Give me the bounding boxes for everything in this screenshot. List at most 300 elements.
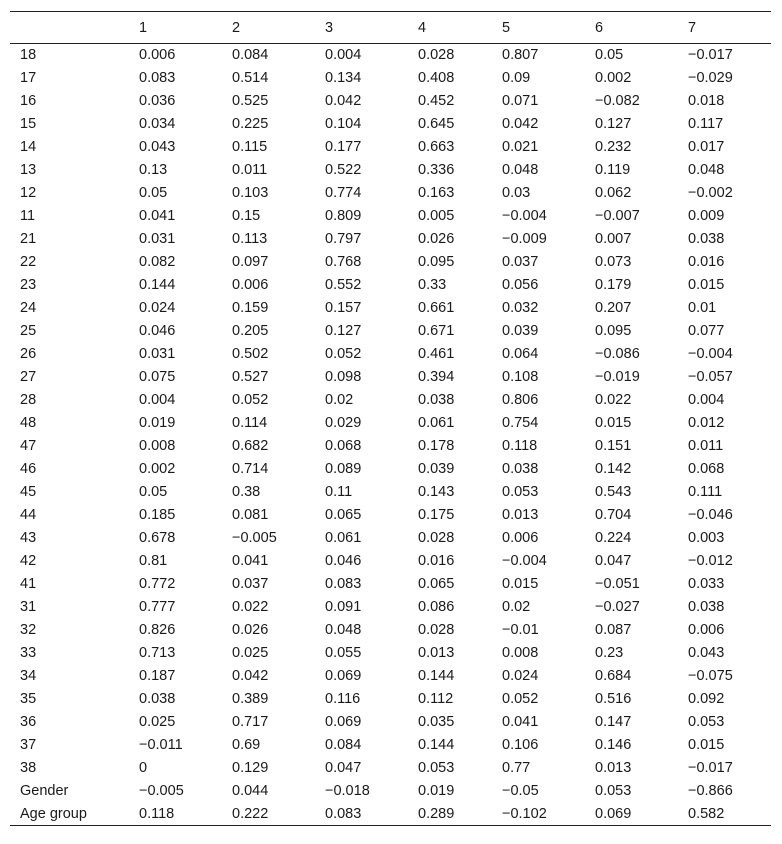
loading-value-cell: 0.022 [232,599,269,615]
loading-value-cell: 0.682 [232,438,269,454]
row-label-cell: 16 [20,93,37,109]
loading-value-cell: 0.661 [418,300,455,316]
loading-value-cell: 0.044 [232,783,269,799]
loading-value-cell: 0.114 [232,415,268,431]
loading-value-cell: 0.502 [232,346,269,362]
loading-value-cell: −0.004 [688,346,733,362]
loading-value-cell: 0.013 [595,760,632,776]
loading-value-cell: 0.207 [595,300,632,316]
loading-value-cell: 0.552 [325,277,362,293]
loading-value-cell: 0.031 [139,346,176,362]
loading-value-cell: 0.039 [502,323,539,339]
loading-value-cell: 0.009 [688,208,725,224]
loading-value-cell: 0.113 [232,231,268,247]
loading-value-cell: 0.037 [232,576,269,592]
loading-value-cell: 0.336 [418,162,455,178]
loading-value-cell: 0.05 [139,185,168,201]
loading-value-cell: 0.092 [688,691,725,707]
loading-value-cell: 0.016 [418,553,455,569]
row-label-cell: 47 [20,438,37,454]
loading-value-cell: −0.051 [595,576,640,592]
loading-value-cell: −0.007 [595,208,640,224]
loading-value-cell: 0.127 [595,116,632,132]
loading-value-cell: 0.053 [418,760,455,776]
header-cell-factor-6: 6 [595,19,604,36]
loading-value-cell: 0.033 [688,576,725,592]
loading-value-cell: 0.127 [325,323,362,339]
loading-value-cell: 0.03 [502,185,531,201]
loading-value-cell: 0.11 [325,484,353,500]
row-label-cell: 46 [20,461,37,477]
loading-value-cell: 0.003 [688,530,725,546]
loading-value-cell: 0.008 [502,645,539,661]
row-label-cell: 33 [20,645,37,661]
table-row [10,343,771,366]
loading-value-cell: 0.004 [688,392,725,408]
loading-value-cell: 0.225 [232,116,269,132]
loading-value-cell: 0.146 [595,737,632,753]
table-row [10,251,771,274]
loading-value-cell: 0.036 [139,93,176,109]
loading-value-cell: 0.144 [139,277,176,293]
loading-value-cell: 0.175 [418,507,455,523]
loading-value-cell: 0.05 [139,484,168,500]
loading-value-cell: 0.073 [595,254,632,270]
loading-value-cell: 0.663 [418,139,455,155]
loading-value-cell: −0.046 [688,507,733,523]
loading-value-cell: 0.807 [502,47,539,64]
table-row [10,274,771,297]
loading-value-cell: 0.005 [418,208,455,224]
header-row [10,12,771,44]
loading-value-cell: 0.069 [595,805,632,822]
header-cell-factor-4: 4 [418,19,427,36]
row-label-cell: 26 [20,346,37,362]
loading-value-cell: 0.082 [139,254,176,270]
table-row [10,665,771,688]
row-label-cell: 21 [20,231,37,247]
table-row [10,159,771,182]
loading-value-cell: 0.041 [232,553,269,569]
table-row [10,90,771,113]
loading-value-cell: 0.02 [502,599,531,615]
loading-value-cell: 0.019 [418,783,455,799]
loading-value-cell: 0.095 [595,323,632,339]
loading-value-cell: 0.006 [232,277,269,293]
loading-value-cell: 0.038 [502,461,539,477]
loading-value-cell: −0.05 [502,783,539,799]
loading-value-cell: 0.23 [595,645,624,661]
loading-value-cell: 0.103 [232,185,269,201]
loading-value-cell: 0.015 [502,576,539,592]
loading-value-cell: 0.116 [325,691,361,707]
loading-value-cell: 0.514 [232,70,269,86]
row-label-cell: 32 [20,622,37,638]
loading-value-cell: 0.002 [139,461,176,477]
loading-value-cell: −0.075 [688,668,733,684]
row-label-cell: 42 [20,553,37,569]
loading-value-cell: 0.104 [325,116,362,132]
loading-value-cell: 0.69 [232,737,261,753]
loading-value-cell: 0.098 [325,369,362,385]
loading-value-cell: 0.043 [139,139,176,155]
header-cell-factor-1: 1 [139,19,148,36]
loading-value-cell: 0.071 [502,93,539,109]
loading-value-cell: 0.232 [595,139,632,155]
table-row [10,504,771,527]
loading-value-cell: 0.006 [139,47,176,64]
loading-value-cell: 0.678 [139,530,176,546]
loading-value-cell: 0.185 [139,507,176,523]
loading-value-cell: −0.082 [595,93,640,109]
loading-value-cell: 0.046 [325,553,362,569]
loading-value-cell: 0.163 [418,185,455,201]
loading-value-cell: 0.516 [595,691,632,707]
loading-value-cell: 0.05 [595,47,624,64]
loading-value-cell: 0.289 [418,805,455,822]
table-row [10,527,771,550]
table-row [10,573,771,596]
table-row [10,136,771,159]
loading-value-cell: −0.086 [595,346,640,362]
table-row [10,67,771,90]
row-label-cell: Gender [20,783,69,799]
loading-value-cell: −0.017 [688,760,733,776]
loading-value-cell: 0.011 [232,162,268,178]
loading-value-cell: 0.118 [502,438,538,454]
loading-value-cell: 0.097 [232,254,269,270]
table-row [10,44,771,67]
loading-value-cell: 0.01 [688,300,717,316]
loading-value-cell: 0.02 [325,392,354,408]
loading-value-cell: 0.394 [418,369,455,385]
loading-value-cell: 0.004 [325,47,362,64]
loading-value-cell: 0.039 [418,461,455,477]
loading-value-cell: 0.031 [139,231,176,247]
loading-value-cell: 0.178 [418,438,455,454]
table-row [10,366,771,389]
loading-value-cell: 0.011 [688,438,724,454]
loading-value-cell: 0.081 [232,507,269,523]
loading-value-cell: 0.021 [502,139,539,155]
table-row [10,228,771,251]
loading-value-cell: 0.018 [688,93,725,109]
loading-value-cell: −0.002 [688,185,733,201]
loading-value-cell: 0.075 [139,369,176,385]
loading-value-cell: 0.106 [502,737,539,753]
row-label-cell: 22 [20,254,37,270]
loading-value-cell: 0.187 [139,668,176,684]
table-row [10,803,771,826]
loading-value-cell: 0.115 [232,139,268,155]
loading-value-cell: 0.671 [418,323,455,339]
loading-value-cell: 0.048 [502,162,539,178]
header-cell-factor-7: 7 [688,19,697,36]
loading-value-cell: 0.025 [139,714,176,730]
loading-value-cell: 0.013 [502,507,539,523]
loading-value-cell: 0.047 [595,553,632,569]
loading-value-cell: 0.012 [688,415,725,431]
loading-value-cell: 0.522 [325,162,362,178]
row-label-cell: 24 [20,300,37,316]
loading-value-cell: −0.011 [139,737,183,753]
loading-value-cell: 0.582 [688,805,725,822]
factor-loadings-table [10,11,771,826]
loading-value-cell: 0.112 [418,691,454,707]
loading-value-cell: 0.645 [418,116,455,132]
loading-value-cell: 0.809 [325,208,362,224]
loading-value-cell: 0.095 [418,254,455,270]
loading-value-cell: 0.774 [325,185,362,201]
row-label-cell: 13 [20,162,37,178]
loading-value-cell: 0.797 [325,231,362,247]
loading-value-cell: −0.102 [502,805,547,822]
loading-value-cell: 0.026 [418,231,455,247]
loading-value-cell: 0.159 [232,300,269,316]
loading-value-cell: 0.084 [232,47,269,64]
loading-value-cell: 0.043 [688,645,725,661]
loading-value-cell: 0.028 [418,47,455,64]
loading-value-cell: 0.052 [232,392,269,408]
loading-value-cell: 0.061 [325,530,362,546]
loading-value-cell: −0.017 [688,47,733,64]
loading-value-cell: 0.017 [688,139,725,155]
loading-value-cell: 0.717 [232,714,269,730]
loading-value-cell: 0.048 [325,622,362,638]
loading-value-cell: 0.068 [325,438,362,454]
loading-value-cell: 0.055 [325,645,362,661]
loading-value-cell: 0.015 [688,277,725,293]
row-label-cell: 14 [20,139,37,155]
loading-value-cell: −0.005 [139,783,184,799]
header-cell-factor-2: 2 [232,19,241,36]
loading-value-cell: 0.038 [139,691,176,707]
loading-value-cell: 0.527 [232,369,269,385]
loading-value-cell: −0.012 [688,553,733,569]
loading-value-cell: −0.004 [502,553,547,569]
row-label-cell: 11 [20,208,36,224]
loading-value-cell: 0.81 [139,553,168,569]
table-row [10,458,771,481]
row-label-cell: 12 [20,185,37,201]
loading-value-cell: 0.038 [688,599,725,615]
loading-value-cell: −0.866 [688,783,733,799]
loading-value-cell: 0.087 [595,622,632,638]
loading-value-cell: −0.009 [502,231,547,247]
table-row [10,435,771,458]
loading-value-cell: 0.053 [502,484,539,500]
loading-value-cell: 0.007 [595,231,632,247]
loading-value-cell: 0.777 [139,599,176,615]
loading-value-cell: 0.713 [139,645,176,661]
loading-value-cell: 0.034 [139,116,176,132]
loading-value-cell: 0.053 [595,783,632,799]
loading-value-cell: −0.018 [325,783,370,799]
loading-value-cell: 0.038 [688,231,725,247]
loading-value-cell: 0.389 [232,691,269,707]
row-label-cell: 23 [20,277,37,293]
loading-value-cell: 0.083 [139,70,176,86]
loading-value-cell: 0.147 [595,714,632,730]
loading-value-cell: 0.084 [325,737,362,753]
header-cell-factor-5: 5 [502,19,511,36]
row-label-cell: Age group [20,805,87,822]
loading-value-cell: 0.041 [139,208,176,224]
loading-value-cell: 0.002 [595,70,632,86]
row-label-cell: 48 [20,415,37,431]
loading-value-cell: 0.062 [595,185,632,201]
table-row [10,619,771,642]
loading-value-cell: 0.09 [502,70,531,86]
loading-value-cell: 0.772 [139,576,176,592]
loading-value-cell: 0.134 [325,70,362,86]
table-row [10,596,771,619]
table-row [10,688,771,711]
loading-value-cell: 0.118 [139,805,175,822]
loading-value-cell: 0.543 [595,484,632,500]
loading-value-cell: 0.048 [688,162,725,178]
table-body [10,44,771,826]
table-row [10,205,771,228]
loading-value-cell: 0.33 [418,277,447,293]
loading-value-cell: 0.083 [325,576,362,592]
table-row [10,389,771,412]
loading-value-cell: 0.408 [418,70,455,86]
loading-value-cell: 0.684 [595,668,632,684]
loading-value-cell: 0.016 [688,254,725,270]
loading-value-cell: −0.029 [688,70,733,86]
header-cell-item [10,12,129,44]
row-label-cell: 28 [20,392,37,408]
loading-value-cell: 0.052 [502,691,539,707]
loading-value-cell: 0.028 [418,622,455,638]
loading-value-cell: 0.042 [502,116,539,132]
table-header [10,12,771,44]
loading-value-cell: 0.069 [325,714,362,730]
loading-value-cell: 0.13 [139,162,168,178]
loading-value-cell: 0.119 [595,162,631,178]
row-label-cell: 43 [20,530,37,546]
loading-value-cell: 0.065 [418,576,455,592]
row-label-cell: 36 [20,714,37,730]
table-row [10,113,771,136]
table-row [10,182,771,205]
loading-value-cell: 0.046 [139,323,176,339]
loading-value-cell: 0.143 [418,484,455,500]
loading-value-cell: 0.065 [325,507,362,523]
loading-value-cell: 0.069 [325,668,362,684]
loading-value-cell: 0.038 [418,392,455,408]
loading-value-cell: 0.108 [502,369,539,385]
loading-value-cell: 0.015 [688,737,725,753]
loading-value-cell: 0.026 [232,622,269,638]
loading-value-cell: 0.025 [232,645,269,661]
loading-value-cell: 0.714 [232,461,269,477]
loading-value-cell: 0.142 [595,461,632,477]
table-row [10,412,771,435]
loading-value-cell: 0.064 [502,346,539,362]
loading-value-cell: −0.057 [688,369,733,385]
loading-value-cell: 0.047 [325,760,362,776]
table-row [10,297,771,320]
loading-value-cell: −0.01 [502,622,539,638]
table-row [10,780,771,803]
loading-value-cell: 0.083 [325,805,362,822]
row-label-cell: 17 [20,70,37,86]
table-row [10,711,771,734]
loading-value-cell: 0.222 [232,805,269,822]
loading-value-cell: 0.089 [325,461,362,477]
loading-value-cell: 0.525 [232,93,269,109]
loading-value-cell: 0.053 [688,714,725,730]
loading-value-cell: 0.037 [502,254,539,270]
row-label-cell: 37 [20,737,37,753]
loading-value-cell: −0.027 [595,599,640,615]
loading-value-cell: 0.151 [595,438,632,454]
loading-value-cell: 0.029 [325,415,362,431]
loading-value-cell: 0.019 [139,415,176,431]
loading-value-cell: 0.028 [418,530,455,546]
loading-value-cell: 0.042 [325,93,362,109]
row-label-cell: 18 [20,47,37,64]
loading-value-cell: −0.004 [502,208,547,224]
loading-value-cell: 0.461 [418,346,455,362]
loading-value-cell: 0.205 [232,323,269,339]
loading-value-cell: 0.129 [232,760,269,776]
loading-value-cell: 0.179 [595,277,632,293]
row-label-cell: 31 [20,599,37,615]
loading-value-cell: −0.019 [595,369,640,385]
row-label-cell: 44 [20,507,37,523]
loading-value-cell: 0.077 [688,323,725,339]
loading-value-cell: 0.754 [502,415,539,431]
row-label-cell: 38 [20,760,37,776]
table-row [10,550,771,573]
loading-value-cell: 0.224 [595,530,632,546]
loading-value-cell: 0.035 [418,714,455,730]
loading-value-cell: 0.768 [325,254,362,270]
loading-value-cell: −0.005 [232,530,277,546]
loading-value-cell: 0.091 [325,599,362,615]
loading-value-cell: 0.111 [688,484,723,500]
row-label-cell: 35 [20,691,37,707]
loading-value-cell: 0.704 [595,507,632,523]
loading-value-cell: 0.086 [418,599,455,615]
loading-value-cell: 0.056 [502,277,539,293]
loading-value-cell: 0.061 [418,415,455,431]
loading-value-cell: 0.006 [502,530,539,546]
row-label-cell: 41 [20,576,37,592]
loading-value-cell: 0.38 [232,484,261,500]
loading-value-cell: 0.826 [139,622,176,638]
row-label-cell: 15 [20,116,37,132]
loading-value-cell: 0.052 [325,346,362,362]
loading-value-cell: 0.806 [502,392,539,408]
row-label-cell: 45 [20,484,37,500]
loading-value-cell: 0.144 [418,668,455,684]
loading-value-cell: 0.024 [502,668,539,684]
loading-value-cell: 0.15 [232,208,261,224]
loading-value-cell: 0.006 [688,622,725,638]
loading-value-cell: 0.024 [139,300,176,316]
loading-value-cell: 0.032 [502,300,539,316]
row-label-cell: 27 [20,369,37,385]
table-row [10,757,771,780]
loading-value-cell: 0.144 [418,737,455,753]
loading-value-cell: 0.117 [688,116,724,132]
loading-value-cell: 0.008 [139,438,176,454]
row-label-cell: 25 [20,323,37,339]
